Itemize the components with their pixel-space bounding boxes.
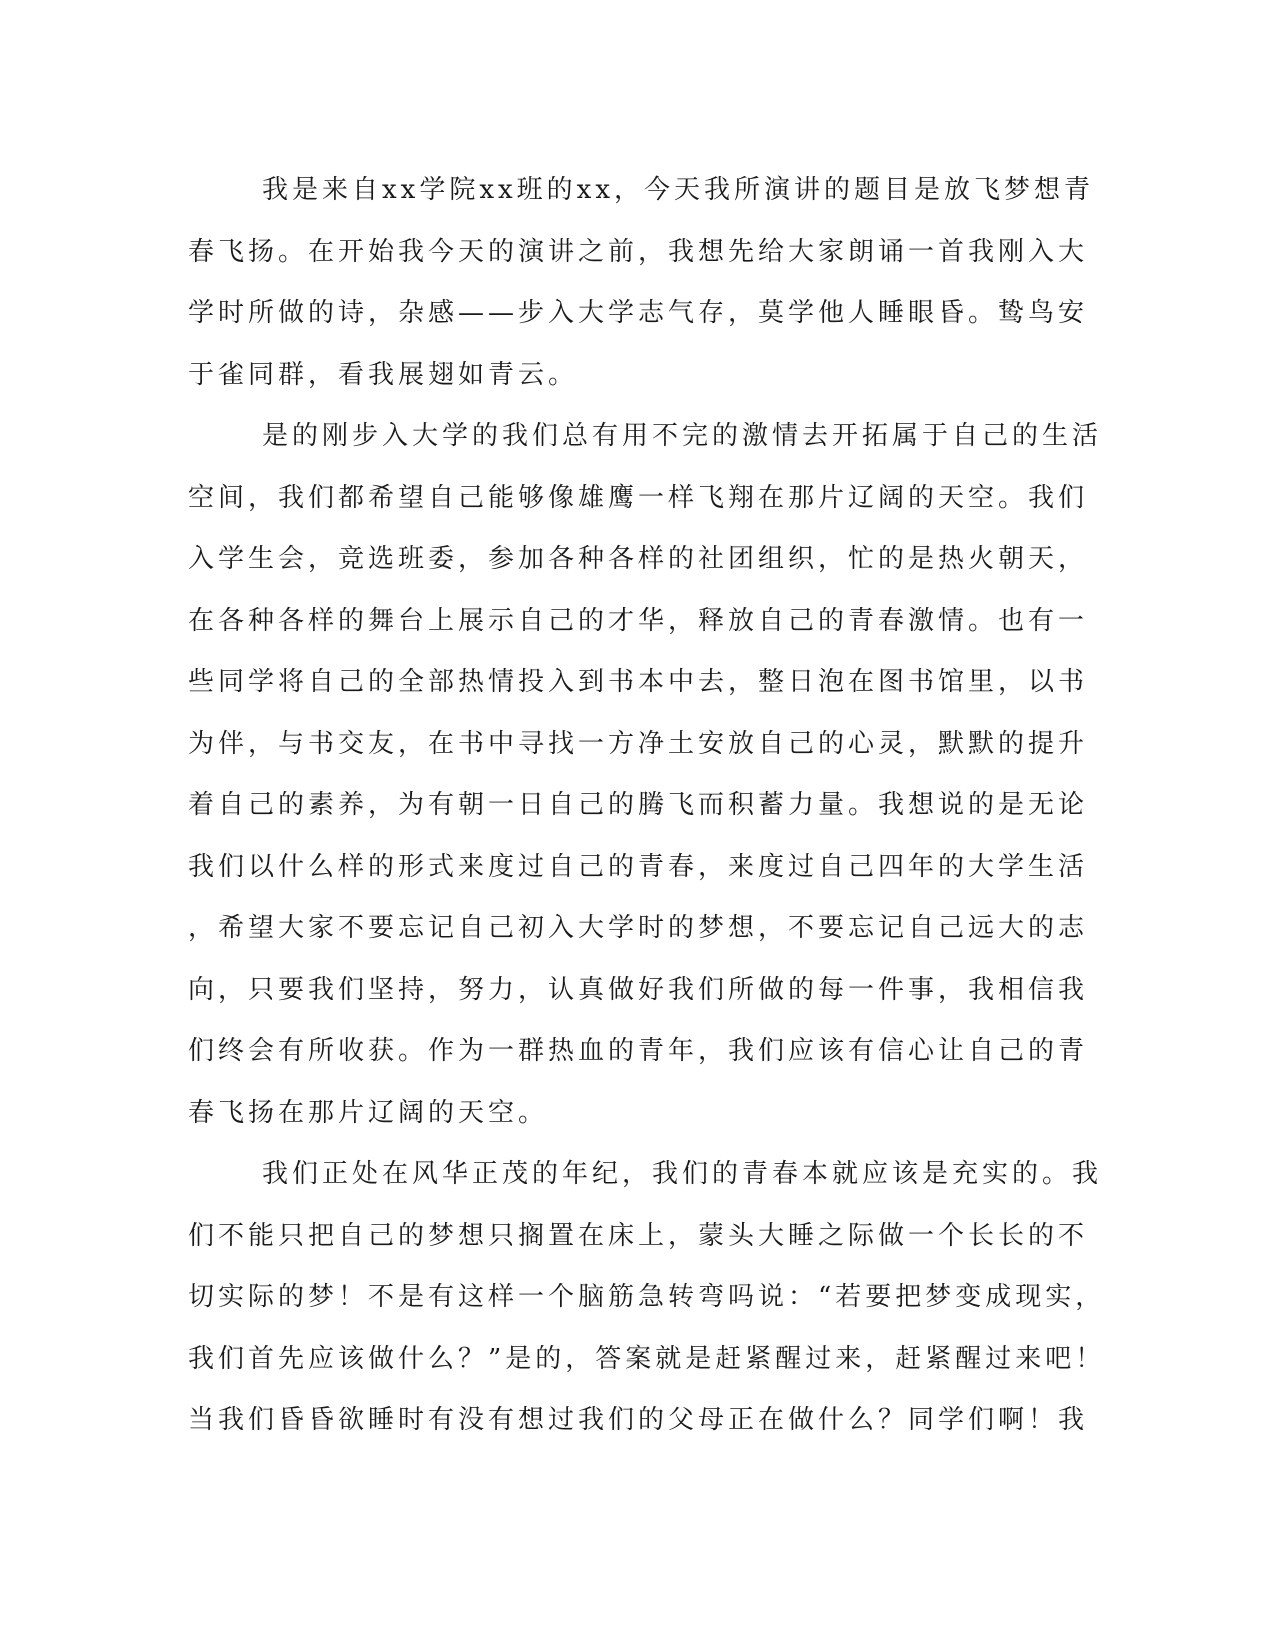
text-line: 是的刚步入大学的我们总有用不完的激情去开拓属于自己的生活 [262,421,1103,451]
text-line: 我们首先应该做什么？”是的，答案就是赶紧醒过来，赶紧醒过来吧！ [188,1343,1106,1374]
text-line: 入学生会，竞选班委，参加各种各样的社团组织，忙的是热火朝天， [188,544,1089,574]
text-line: 们终会有所收获。作为一群热血的青年，我们应该有信心让自己的青 [188,1036,1089,1066]
text-line: 当我们昏昏欲睡时有没有想过我们的父母正在做什么？同学们啊！我 [188,1405,1089,1435]
paragraph-2 [188,406,1103,1144]
text-line: ，希望大家不要忘记自己初入大学时的梦想，不要忘记自己远大的志 [188,913,1089,943]
paragraph-1 [188,160,1094,406]
text-line: 春飞扬。在开始我今天的演讲之前，我想先给大家朗诵一首我刚入大 [188,236,1089,267]
text-line: 空间，我们都希望自己能够像雄鹰一样飞翔在那片辽阔的天空。我们 [188,482,1089,513]
text-line: 为伴，与书交友，在书中寻找一方净土安放自己的心灵，默默的提升 [188,728,1089,759]
document-body [188,160,1106,1452]
text-line: 在各种各样的舞台上展示自己的才华，释放自己的青春激情。也有一 [188,605,1089,636]
text-line: 着自己的素养，为有朝一日自己的腾飞而积蓄力量。我想说的是无论 [188,790,1089,820]
text-line: 我们正处在风华正茂的年纪，我们的青春本就应该是充实的。我 [262,1159,1103,1189]
text-line: 些同学将自己的全部热情投入到书本中去，整日泡在图书馆里，以书 [188,667,1089,697]
text-line: 切实际的梦！不是有这样一个脑筋急转弯吗说：“若要把梦变成现实， [188,1282,1106,1312]
text-line: 学时所做的诗，杂感——步入大学志气存，莫学他人睡眼昏。鸷鸟安 [188,298,1089,328]
text-line: 我们以什么样的形式来度过自己的青春，来度过自己四年的大学生活 [188,851,1089,882]
text-line: 春飞扬在那片辽阔的天空。 [188,1097,549,1128]
text-line: 我是来自xx学院xx班的xx，今天我所演讲的题目是放飞梦想青 [262,175,1094,205]
text-line: 们不能只把自己的梦想只搁置在床上，蒙头大睡之际做一个长长的不 [188,1220,1089,1251]
paragraph-3 [188,1144,1106,1452]
text-line: 向，只要我们坚持，努力，认真做好我们所做的每一件事，我相信我 [188,974,1089,1005]
text-line: 于雀同群，看我展翅如青云。 [188,359,579,390]
